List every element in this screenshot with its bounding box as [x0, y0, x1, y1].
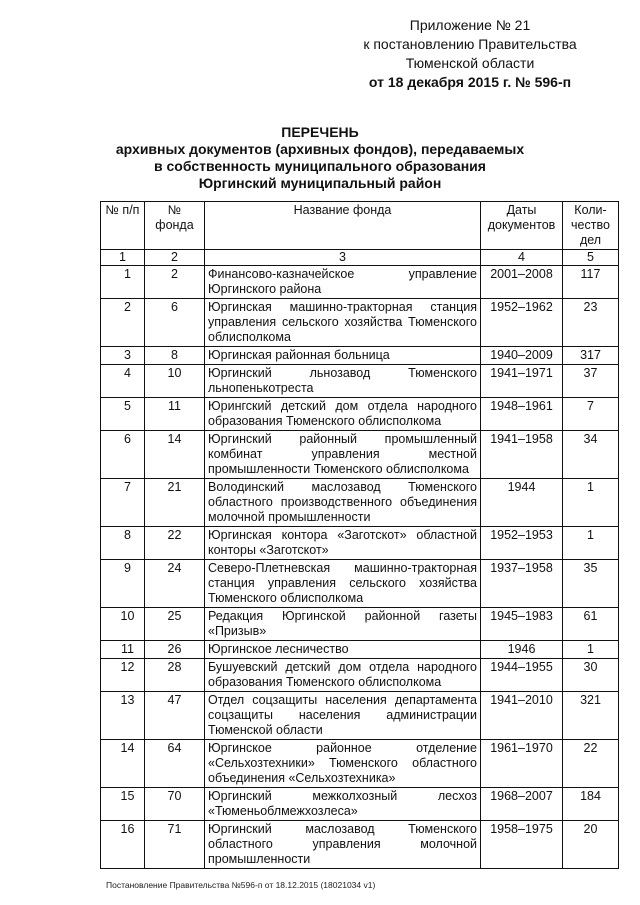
index-cell: 1 [101, 250, 145, 266]
count-cell: 7 [563, 398, 619, 431]
fond-number-cell: 47 [145, 692, 205, 740]
document-title [110, 124, 530, 192]
header-cell: Название фонда [205, 202, 481, 250]
dates-cell: 1941–2010 [481, 692, 563, 740]
table-row [101, 431, 619, 479]
fond-name-cell: Бушуевский детский дом отдела народного образования Тюменского облисполкома [205, 659, 481, 692]
fond-number-cell: 2 [145, 266, 205, 299]
table-row [101, 299, 619, 347]
row-number-cell: 8 [101, 527, 145, 560]
table-row [101, 479, 619, 527]
count-cell: 321 [563, 692, 619, 740]
fond-number-cell: 70 [145, 788, 205, 821]
annex-block [330, 16, 610, 92]
annex-ref: к постановлению Правительства [363, 36, 577, 52]
row-number-cell: 9 [101, 560, 145, 608]
dates-cell: 1940–2009 [481, 347, 563, 365]
header-cell: № фонда [145, 202, 205, 250]
fond-number-cell: 24 [145, 560, 205, 608]
row-number-cell: 15 [101, 788, 145, 821]
annex-date: от 18 декабря 2015 г. № 596-п [368, 74, 572, 90]
fond-name-cell: Юргинское лесничество [205, 641, 481, 659]
table-row [101, 560, 619, 608]
index-cell: 3 [205, 250, 481, 266]
archive-table [100, 201, 619, 869]
fond-name-cell: Юргинская контора «Заготскот» областной конторы «Заготскот» [205, 527, 481, 560]
table-row [101, 398, 619, 431]
fond-name-cell: Редакция Юргинской районной газеты «Призыв» [205, 608, 481, 641]
dates-cell: 1941–1971 [481, 365, 563, 398]
dates-cell: 1952–1962 [481, 299, 563, 347]
annex-number: Приложение № 21 [409, 17, 531, 33]
index-cell: 5 [563, 250, 619, 266]
table-row [101, 347, 619, 365]
fond-name-cell: Юргинская машинно-тракторная станция управления сельского хозяйства Тюменского облисполкома [205, 299, 481, 347]
fond-name-cell: Юргинская районная больница [205, 347, 481, 365]
table-row [101, 266, 619, 299]
row-number-cell: 2 [101, 299, 145, 347]
fond-name-cell: Юргинский льнозавод Тюменского льнопенькотреста [205, 365, 481, 398]
table-row [101, 641, 619, 659]
header-cell: Коли-чество дел [563, 202, 619, 250]
row-number-cell: 12 [101, 659, 145, 692]
count-cell: 23 [563, 299, 619, 347]
row-number-cell: 4 [101, 365, 145, 398]
fond-number-cell: 64 [145, 740, 205, 788]
count-cell: 184 [563, 788, 619, 821]
annex-region: Тюменской области [405, 55, 535, 71]
fond-name-cell: Северо-Плетневская машинно-тракторная станция управления сельского хозяйства Тюменского облисполкома [205, 560, 481, 608]
dates-cell: 2001–2008 [481, 266, 563, 299]
fond-name-cell: Финансово-казначейское управление Юргинского района [205, 266, 481, 299]
count-cell: 35 [563, 560, 619, 608]
dates-cell: 1944–1955 [481, 659, 563, 692]
table-row [101, 659, 619, 692]
header-cell: № п/п [101, 202, 145, 250]
title-line-1: ПЕРЕЧЕНЬ [281, 124, 359, 140]
row-number-cell: 6 [101, 431, 145, 479]
count-cell: 317 [563, 347, 619, 365]
count-cell: 1 [563, 527, 619, 560]
dates-cell: 1968–2007 [481, 788, 563, 821]
count-cell: 20 [563, 821, 619, 869]
dates-cell: 1937–1958 [481, 560, 563, 608]
table-row [101, 821, 619, 869]
column-index-row [101, 250, 619, 266]
title-line-2: архивных документов (архивных фондов), передаваемых [115, 141, 525, 157]
dates-cell: 1944 [481, 479, 563, 527]
header-cell: Даты документов [481, 202, 563, 250]
fond-name-cell: Отдел соцзащиты населения департамента соцзащиты населения администрации Тюменской области [205, 692, 481, 740]
fond-number-cell: 10 [145, 365, 205, 398]
row-number-cell: 11 [101, 641, 145, 659]
row-number-cell: 14 [101, 740, 145, 788]
index-cell: 2 [145, 250, 205, 266]
count-cell: 30 [563, 659, 619, 692]
count-cell: 61 [563, 608, 619, 641]
count-cell: 1 [563, 641, 619, 659]
table-row [101, 608, 619, 641]
count-cell: 34 [563, 431, 619, 479]
index-cell: 4 [481, 250, 563, 266]
table-row [101, 740, 619, 788]
fond-name-cell: Юргинское районное отделение «Сельхозтехники» Тюменского областного объединения «Сельхозтехника» [205, 740, 481, 788]
dates-cell: 1952–1953 [481, 527, 563, 560]
footer-note: Постановление Правительства №596-п от 18.12.2015 (18021034 v1) [106, 880, 376, 890]
fond-name-cell: Юрингский детский дом отдела народного образования Тюменского облисполкома [205, 398, 481, 431]
row-number-cell: 1 [101, 266, 145, 299]
table-row [101, 365, 619, 398]
row-number-cell: 5 [101, 398, 145, 431]
fond-number-cell: 26 [145, 641, 205, 659]
dates-cell: 1958–1975 [481, 821, 563, 869]
fond-number-cell: 71 [145, 821, 205, 869]
fond-number-cell: 22 [145, 527, 205, 560]
count-cell: 22 [563, 740, 619, 788]
fond-number-cell: 28 [145, 659, 205, 692]
fond-number-cell: 14 [145, 431, 205, 479]
dates-cell: 1941–1958 [481, 431, 563, 479]
row-number-cell: 7 [101, 479, 145, 527]
row-number-cell: 10 [101, 608, 145, 641]
dates-cell: 1946 [481, 641, 563, 659]
row-number-cell: 3 [101, 347, 145, 365]
row-number-cell: 13 [101, 692, 145, 740]
fond-number-cell: 21 [145, 479, 205, 527]
fond-number-cell: 25 [145, 608, 205, 641]
fond-number-cell: 11 [145, 398, 205, 431]
fond-name-cell: Володинский маслозавод Тюменского областного производственного объединения молочной промышленности [205, 479, 481, 527]
table-row [101, 788, 619, 821]
fond-name-cell: Юргинский маслозавод Тюменского областного управления молочной промышленности [205, 821, 481, 869]
table-body [101, 266, 619, 869]
fond-number-cell: 6 [145, 299, 205, 347]
dates-cell: 1961–1970 [481, 740, 563, 788]
fond-name-cell: Юргинский межколхозный лесхоз «Тюменьоблмежхозлеса» [205, 788, 481, 821]
table-row [101, 527, 619, 560]
count-cell: 1 [563, 479, 619, 527]
row-number-cell: 16 [101, 821, 145, 869]
count-cell: 117 [563, 266, 619, 299]
dates-cell: 1948–1961 [481, 398, 563, 431]
title-line-4: Юргинский муниципальный район [198, 175, 442, 191]
header-row [101, 202, 619, 250]
dates-cell: 1945–1983 [481, 608, 563, 641]
title-line-3: в собственность муниципального образования [154, 158, 486, 174]
count-cell: 37 [563, 365, 619, 398]
fond-number-cell: 8 [145, 347, 205, 365]
table-row [101, 692, 619, 740]
fond-name-cell: Юргинский районный промышленный комбинат управления местной промышленности Тюменского облисполкома [205, 431, 481, 479]
